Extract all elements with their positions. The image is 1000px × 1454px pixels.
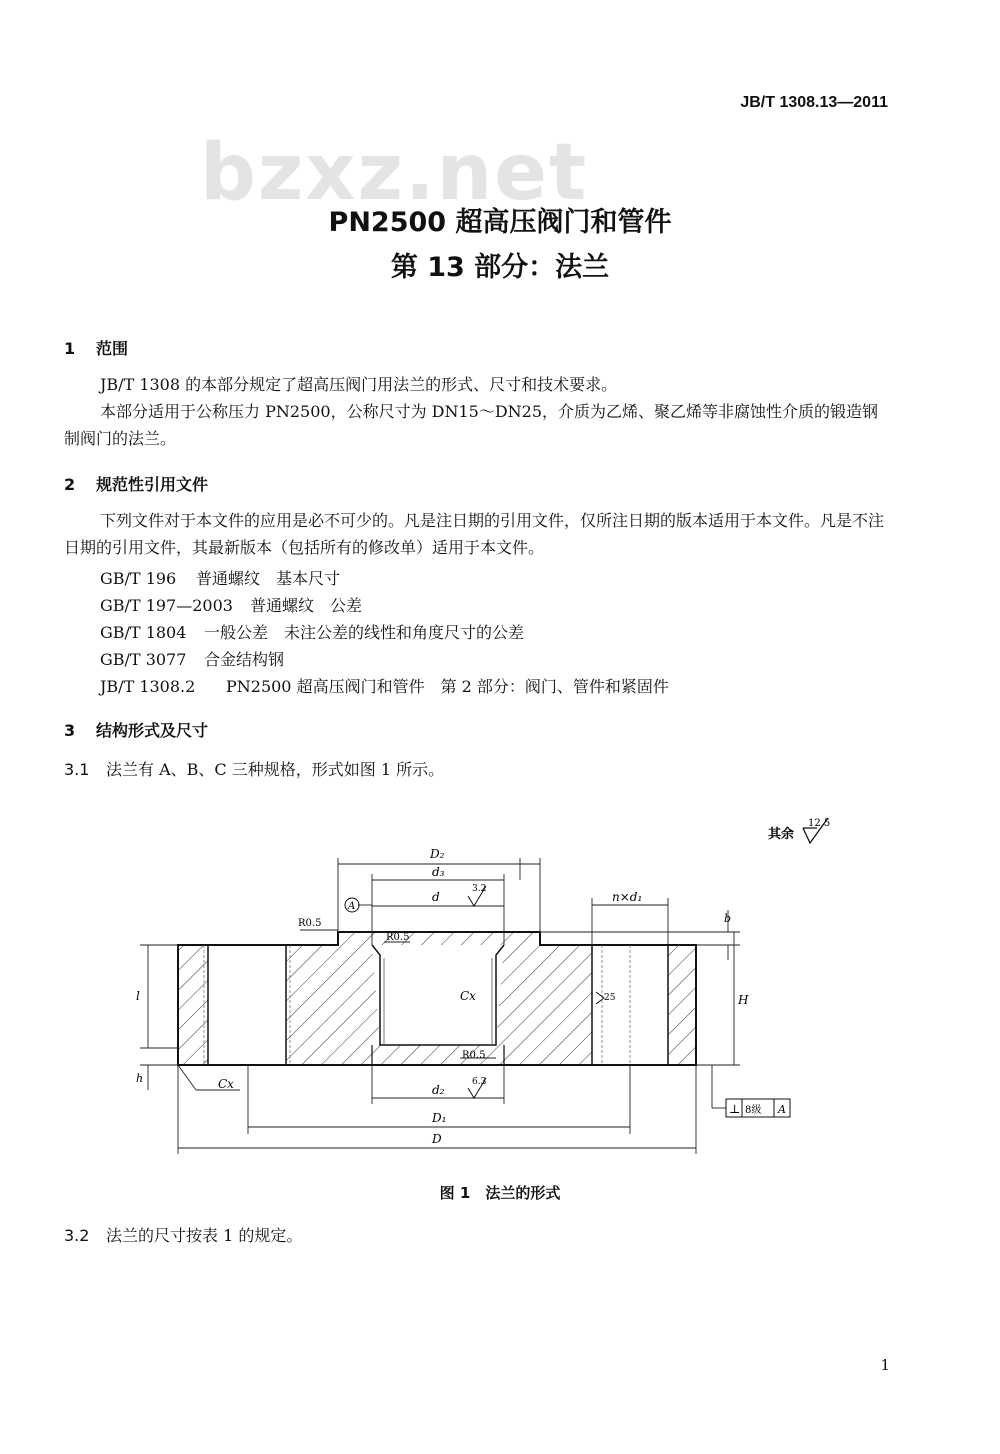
flange-drawing [0,800,1000,1180]
roughness-value: 6.3 [472,1077,487,1087]
section-3-1 [64,756,444,783]
reference-item [100,620,524,643]
dim-label-D2: D₂ [430,847,445,861]
section-2-para-1: 下列文件对于本文件的应用是必不可少的。凡是注日期的引用文件，仅所注日期的版本适用于本文件。凡是不注日期的引用文件，其最新版本（包括所有的修改单）适用于本文件。 [64,511,885,557]
figure-caption: 图 1 法兰的形式 [439,1184,561,1202]
section-title: 范围 [96,339,129,358]
dim-label-D1: D₁ [432,1111,447,1125]
reference-title: 一般公差 未注公差的线性和角度尺寸的公差 [204,623,525,642]
rest-label: 其余 [768,827,795,842]
dim-label-D: D [432,1132,442,1146]
section-title: 结构形式及尺寸 [96,721,209,740]
datum-label: A [348,901,356,912]
tolerance-frame [726,1099,790,1117]
dim-label-nd1: n×d₁ [612,890,643,904]
section-1-para-1: JB/T 1308 的本部分规定了超高压阀门用法兰的形式、尺寸和技术要求。 [100,375,618,394]
flange-section [178,932,696,1065]
section-number: 2 [64,475,76,494]
section-number: 3 [64,721,76,740]
section-title: 规范性引用文件 [96,475,209,494]
standard-code: JB/T 1308.13—2011 [740,94,888,111]
dim-label-d: d [432,890,440,904]
tolerance-grade: 8级 [745,1105,762,1116]
reference-code: JB/T 1308.2 [100,677,196,696]
tolerance-datum: A [778,1103,786,1116]
dim-label-Cx-edge: Cx [218,1077,234,1091]
dim-label-H: H [738,993,749,1007]
clause-text: 法兰的尺寸按表 1 的规定。 [106,1226,303,1245]
reference-code: GB/T 196 [100,569,177,588]
page-number: 1 [880,1356,890,1374]
section-1-para-2: 本部分适用于公称压力 PN2500，公称尺寸为 DN15～DN25，介质为乙烯、聚乙烯等非腐蚀性介质的锻造钢制阀门的法兰。 [64,402,879,448]
section-3-2 [64,1222,302,1249]
document-subtitle: 第 13 部分：法兰 [390,252,610,283]
roughness-value: 25 [604,993,616,1003]
dim-label-b: b [724,912,732,925]
reference-title: 普通螺纹 公差 [250,596,363,615]
document-title: PN2500 超高压阀门和管件 [328,207,672,238]
reference-code: GB/T 1804 [100,623,187,642]
clause-number: 3.1 [64,760,90,779]
reference-item [100,593,362,616]
reference-title: 合金结构钢 [204,650,285,669]
reference-item [100,647,284,670]
dim-label-d3: d₃ [432,865,445,879]
radius-label: R0.5 [462,1050,486,1061]
dim-label-h: h [136,1072,144,1085]
reference-title: PN2500 超高压阀门和管件 第 2 部分：阀门、管件和紧固件 [226,677,669,696]
radius-label: R0.5 [386,932,410,943]
reference-code: GB/T 3077 [100,650,187,669]
radius-label: R0.5 [298,918,322,929]
dim-label-d2: d₂ [432,1083,445,1097]
clause-number: 3.2 [64,1226,90,1245]
reference-code: GB/T 197—2003 [100,596,233,615]
rest-roughness-value: 12.5 [808,818,831,829]
clause-text: 法兰有 A、B、C 三种规格，形式如图 1 所示。 [106,760,445,779]
reference-item [100,674,669,697]
watermark: bzxz.net [200,128,589,218]
section-1-heading [64,336,128,359]
dim-label-l: l [136,989,140,1003]
section-2-heading [64,472,208,495]
section-3-heading [64,718,208,741]
dim-label-Cx-bore: Cx [460,989,476,1003]
reference-title: 普通螺纹 基本尺寸 [196,569,341,588]
reference-item [100,566,340,589]
section-number: 1 [64,339,76,358]
perpendicularity-icon: ⊥ [729,1102,741,1116]
roughness-value: 3.2 [472,884,487,894]
